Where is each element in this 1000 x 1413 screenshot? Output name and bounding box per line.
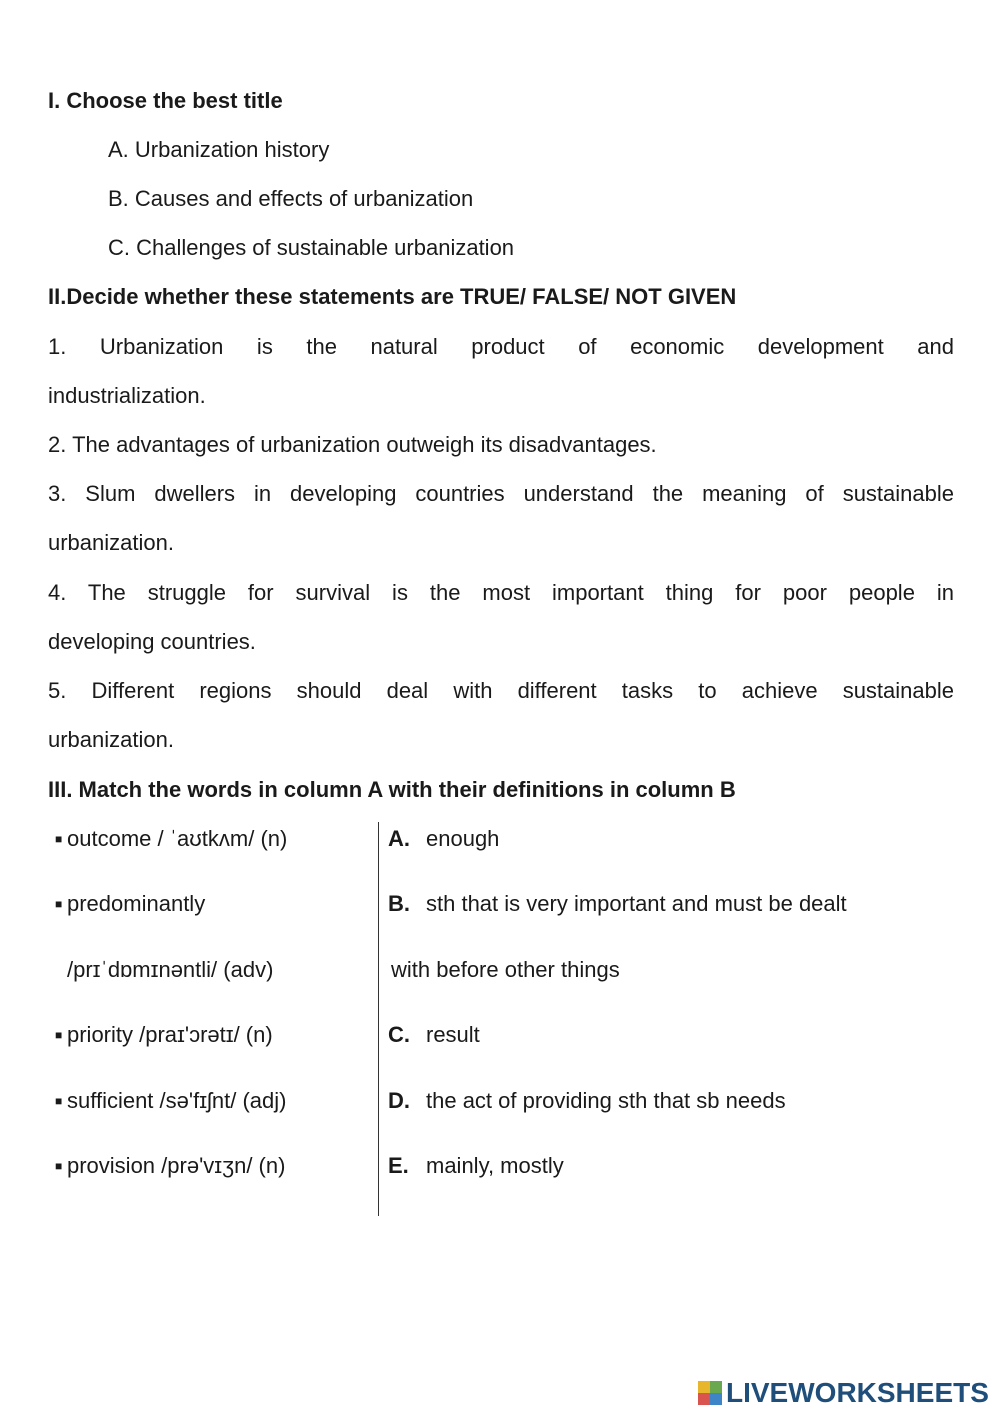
logo-text: LIVEWORKSHEETS <box>726 1377 989 1408</box>
definition-a <box>388 824 954 854</box>
word-text: sufficient /sə'fɪʃnt/ (adj) <box>67 1088 287 1113</box>
statement-4-line-2: developing countries. <box>48 629 256 654</box>
bullet-icon: ■ <box>55 897 63 911</box>
statement-3-line-1: 3. Slum dwellers in developing countries understand the meaning of sustainable <box>48 481 954 506</box>
word-sufficient <box>55 1086 375 1116</box>
column-divider <box>378 822 379 1216</box>
title-option-a: A. Urbanization history <box>108 137 330 162</box>
definition-letter: B. <box>388 891 410 916</box>
logo-tile-4 <box>710 1393 722 1405</box>
definition-b <box>388 889 954 919</box>
definition-c <box>388 1020 954 1050</box>
section-2-heading: II.Decide whether these statements are TRUE/ FALSE/ NOT GIVEN <box>48 284 737 309</box>
definition-letter: E. <box>388 1153 409 1178</box>
word-provision <box>55 1151 375 1181</box>
section-1-heading: I. Choose the best title <box>48 88 283 113</box>
statement-4-line-1: 4. The struggle for survival is the most important thing for poor people in <box>48 580 954 605</box>
word-predominantly <box>55 889 375 919</box>
definition-letter: D. <box>388 1088 410 1113</box>
liveworksheets-logo-icon <box>698 1381 722 1405</box>
definition-d <box>388 1086 954 1116</box>
word-text: provision /prə'vɪʒn/ (n) <box>67 1153 286 1178</box>
word-priority <box>55 1020 375 1050</box>
title-option-b: B. Causes and effects of urbanization <box>108 186 474 211</box>
statement-1-line-1: 1. Urbanization is the natural product of economic development and <box>48 334 954 359</box>
statement-5-line-2: urbanization. <box>48 727 174 752</box>
statement-1-line-2: industrialization. <box>48 383 206 408</box>
title-option-c: C. Challenges of sustainable urbanization <box>108 235 515 260</box>
logo-tile-3 <box>698 1393 710 1405</box>
definition-text: result <box>426 1022 480 1047</box>
liveworksheets-logo[interactable] <box>698 1378 989 1408</box>
definition-text: the act of providing sth that sb needs <box>426 1088 786 1113</box>
definition-b-continuation: with before other things <box>391 957 620 982</box>
bullet-icon: ■ <box>55 1159 63 1173</box>
logo-tile-2 <box>710 1381 722 1393</box>
statement-2-line-1: 2. The advantages of urbanization outweigh its disadvantages. <box>48 432 657 457</box>
bullet-icon: ■ <box>55 832 63 846</box>
definition-text: enough <box>426 826 500 851</box>
definition-letter: C. <box>388 1022 410 1047</box>
word-predominantly-pronunciation: /prɪˈdɒmɪnəntli/ (adv) <box>67 957 274 982</box>
definition-e <box>388 1151 954 1181</box>
bullet-icon: ■ <box>55 1028 63 1042</box>
definition-text: mainly, mostly <box>426 1153 564 1178</box>
statement-5-line-1: 5. Different regions should deal with different tasks to achieve sustainable <box>48 678 954 703</box>
statement-3-line-2: urbanization. <box>48 530 174 555</box>
definition-letter: A. <box>388 826 410 851</box>
word-text: outcome / ˈaʊtkʌm/ (n) <box>67 826 288 851</box>
worksheet-page <box>48 0 954 1413</box>
section-3-heading: III. Match the words in column A with their definitions in column B <box>48 777 736 802</box>
bullet-icon: ■ <box>55 1094 63 1108</box>
word-text: predominantly <box>67 891 206 916</box>
logo-tile-1 <box>698 1381 710 1393</box>
definition-text: sth that is very important and must be dealt <box>426 891 847 916</box>
word-text: priority /praɪ'ɔrətɪ/ (n) <box>67 1022 273 1047</box>
word-outcome <box>55 824 375 854</box>
